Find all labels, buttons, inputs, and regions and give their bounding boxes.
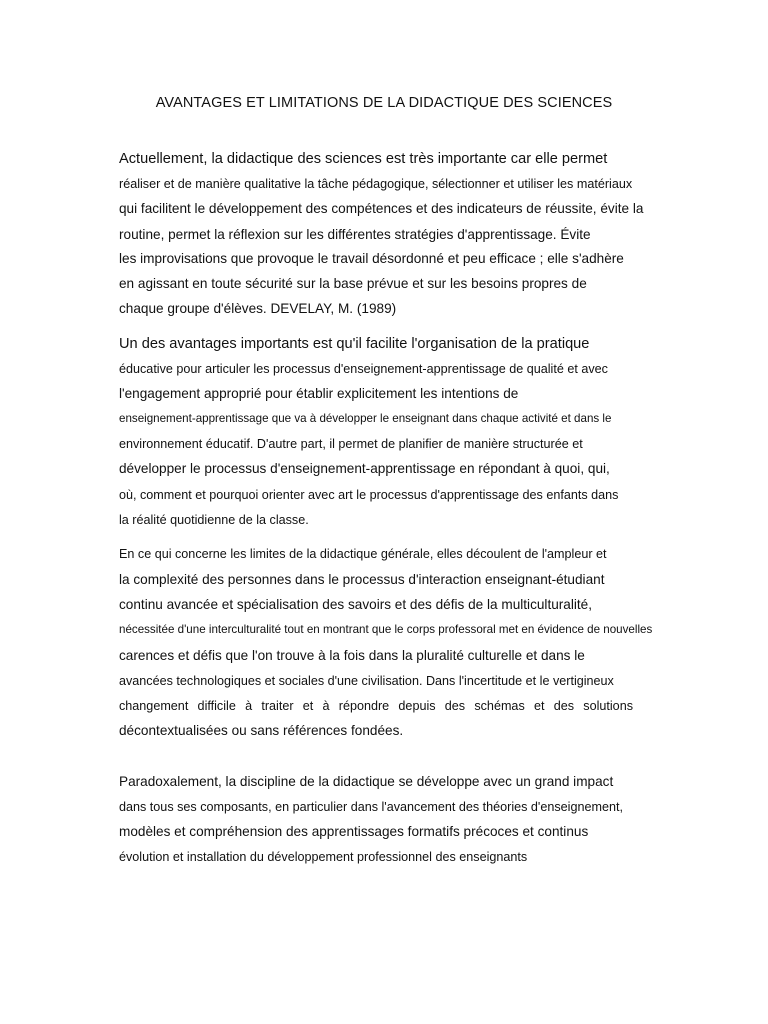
paragraph-line: routine, permet la réflexion sur les différentes stratégies d'apprentissage. Évite [119,227,591,242]
paragraph-line: réaliser et de manière qualitative la tâche pédagogique, sélectionner et utiliser les matériaux [119,177,633,191]
paragraph-line: évolution et installation du développement professionnel des enseignants [119,850,528,864]
paragraph-line: carences et défis que l'on trouve à la fois dans la pluralité culturelle et dans le [119,648,585,663]
paragraph-line: les improvisations que provoque le travail désordonné et peu efficace ; elle s'adhère [119,251,624,266]
paragraph-line: Un des avantages importants est qu'il facilite l'organisation de la pratique [119,336,590,352]
paragraph-line: dans tous ses composants, en particulier dans l'avancement des théories d'enseignement, [119,800,623,814]
paragraph-line: continu avancée et spécialisation des savoirs et des défis de la multiculturalité, [119,597,593,612]
document-title: AVANTAGES ET LIMITATIONS DE LA DIDACTIQUE DES SCIENCES [155,95,613,111]
paragraph-line: chaque groupe d'élèves. DEVELAY, M. (1989) [119,301,397,316]
paragraph-line: En ce qui concerne les limites de la didactique générale, elles découlent de l'ampleur et [119,547,607,561]
paragraph-line: qui facilitent le développement des compétences et des indicateurs de réussite, évite la [119,201,644,216]
paragraph-line: modèles et compréhension des apprentissages formatifs précoces et continus [119,824,589,839]
paragraph-line: Actuellement, la didactique des sciences est très importante car elle permet [119,151,608,167]
paragraph-line: en agissant en toute sécurité sur la base prévue et sur les besoins propres de [119,276,587,291]
paragraph-line: développer le processus d'enseignement-apprentissage en répondant à quoi, qui, [119,461,610,476]
paragraph-line: avancées technologiques et sociales d'une civilisation. Dans l'incertitude et le vertigineux [119,674,614,688]
paragraph-line: environnement éducatif. D'autre part, il permet de planifier de manière structurée et [119,437,583,451]
paragraph-line: où, comment et pourquoi orienter avec art le processus d'apprentissage des enfants dans [119,488,619,502]
paragraph-line: nécessitée d'une interculturalité tout en montrant que le corps professoral met en évidence de nouvelles [119,623,653,636]
paragraph-line: Paradoxalement, la discipline de la didactique se développe avec un grand impact [119,774,614,789]
paragraph-line: la réalité quotidienne de la classe. [119,513,309,527]
paragraph-line: changement difficile à traiter et à répondre depuis des schémas et des solutions [119,699,633,713]
paragraph-line: l'engagement approprié pour établir explicitement les intentions de [119,386,519,401]
paragraph-line: la complexité des personnes dans le processus d'interaction enseignant-étudiant [119,572,605,587]
paragraph-line: éducative pour articuler les processus d'enseignement-apprentissage de qualité et avec [119,362,608,376]
paragraph-line: enseignement-apprentissage que va à développer le enseignant dans chaque activité et dans le [119,412,612,425]
paragraph-line: décontextualisées ou sans références fondées. [119,723,404,738]
